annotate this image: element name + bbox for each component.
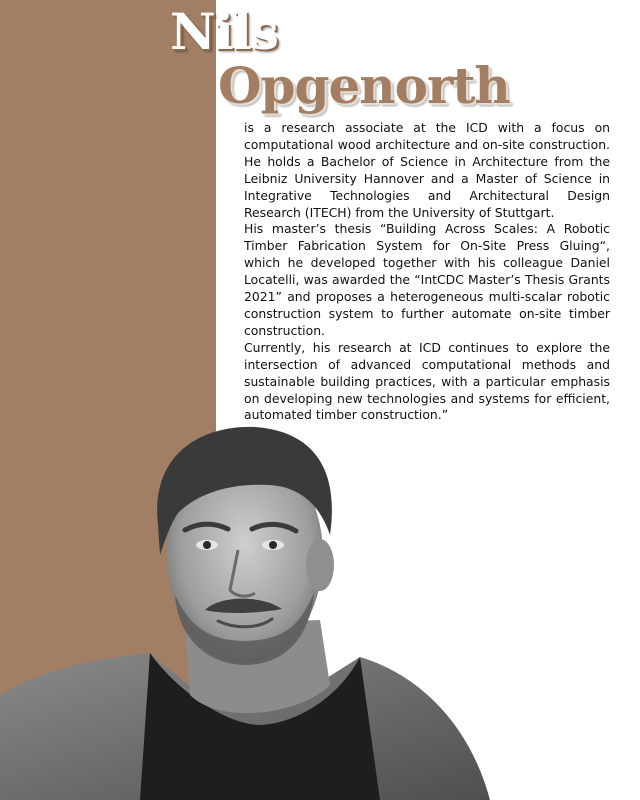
- bio-paragraph: Currently, his research at ICD continues to explore the intersection of advanced computational methods and sustainable building practices, with a particular emphasis on developing new technologies and systems for efficient, automated timber construction.”: [244, 339, 610, 423]
- pupil-shape: [269, 541, 277, 549]
- pupil-shape: [203, 541, 211, 549]
- portrait-photo: [0, 395, 640, 800]
- last-name-heading: Opgenorth: [218, 56, 510, 115]
- ear-shape: [306, 539, 334, 591]
- bio-paragraph: His master’s thesis “Building Across Scales: A Robotic Timber Fabrication System for On-Site Press Gluing“, which he developed together with his colleague Daniel Locatelli, was awarded the “IntCDC Master’s Thesis Grants 2021” and proposes a heterogeneous multi-scalar robotic construction system to further automate on-site timber construction.: [244, 221, 610, 338]
- first-name-heading: Nils: [170, 2, 278, 61]
- bio-paragraph: is a research associate at the ICD with a focus on computational wood architecture and on-site construction. He holds a Bachelor of Science in Architecture from the Leibniz University Hannover and a Master of Science in Integrative Technologies and Architectural Design Research (ITECH) from the University of Stuttgart.: [244, 120, 610, 220]
- biography-text: [244, 120, 610, 424]
